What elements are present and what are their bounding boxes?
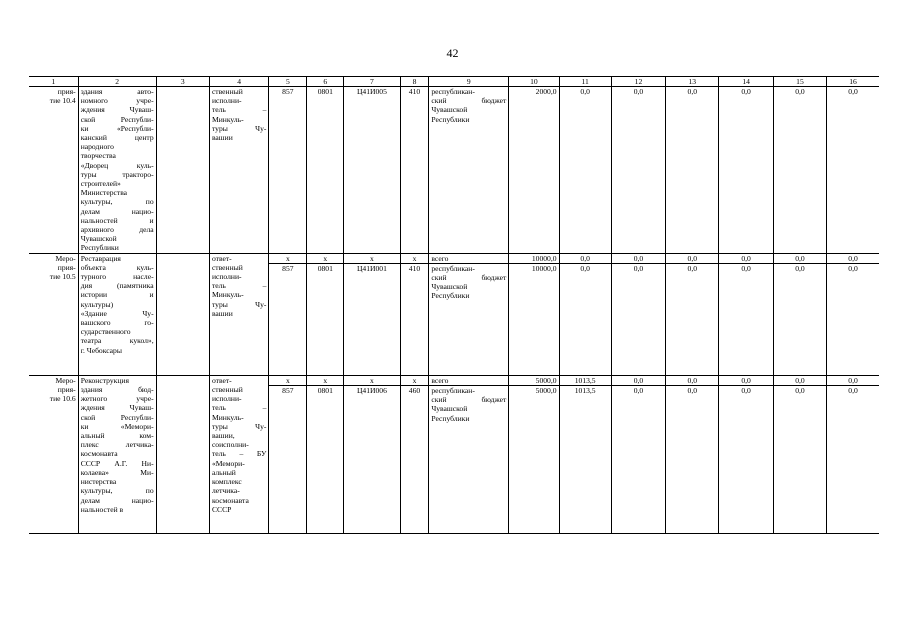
code-cell: 857: [269, 386, 307, 534]
expense-type-cell: 410: [400, 263, 429, 375]
measure-number-cell: Меро- прия- тие 10.5: [29, 253, 78, 375]
value-cell: 10000,0: [509, 253, 559, 263]
section-cell: 0801: [307, 263, 344, 375]
expense-type-cell: 460: [400, 386, 429, 534]
column-number-8: 8: [400, 77, 429, 87]
column-number-5: 5: [269, 77, 307, 87]
column-number-12: 12: [611, 77, 665, 87]
code-cell: 857: [269, 87, 307, 254]
budget-table: [29, 76, 879, 534]
column-number-10: 10: [509, 77, 559, 87]
expense-type-cell: 410: [400, 87, 429, 254]
value-cell: 5000,0: [509, 375, 559, 385]
executor-cell: ответ- ственный исполни- тель – Минкуль- туры Чу- вашии: [209, 253, 268, 375]
expense-type-cell: x: [400, 253, 429, 263]
executor-cell: ственный исполни- тель – Минкуль- туры Чу- вашии: [209, 87, 268, 254]
column-number-row: [29, 77, 879, 87]
measure-number-cell: прия- тие 10.4: [29, 87, 78, 254]
column-number-7: 7: [344, 77, 400, 87]
value-cell: 0,0: [666, 253, 719, 263]
value-cell: 10000,0: [509, 263, 559, 375]
value-cell: 0,0: [666, 386, 719, 534]
value-cell: 0,0: [666, 87, 719, 254]
target-article-cell: x: [344, 375, 400, 385]
column-number-13: 13: [666, 77, 719, 87]
column-number-4: 4: [209, 77, 268, 87]
value-cell: 5000,0: [509, 386, 559, 534]
value-cell: 0,0: [827, 386, 879, 534]
value-cell: 0,0: [611, 375, 665, 385]
value-cell: 0,0: [666, 263, 719, 375]
target-article-cell: Ц41И006: [344, 386, 400, 534]
measure-number-cell: Меро- прия- тие 10.6: [29, 375, 78, 533]
empty-cell: [156, 253, 209, 375]
value-cell: 0,0: [773, 253, 826, 263]
table-row: [29, 253, 879, 263]
empty-cell: [156, 375, 209, 533]
value-cell: 0,0: [827, 375, 879, 385]
code-cell: 857: [269, 263, 307, 375]
column-number-9: 9: [429, 77, 509, 87]
value-cell: 0,0: [559, 253, 611, 263]
value-cell: 0,0: [559, 263, 611, 375]
funding-source-cell: республикан- ский бюджет Чувашской Республики: [429, 386, 509, 534]
value-cell: 0,0: [559, 87, 611, 254]
target-article-cell: Ц41И005: [344, 87, 400, 254]
funding-source-cell: всего: [429, 253, 509, 263]
executor-cell: ответ- ственный исполни- тель – Минкуль- туры Чу- вашии, соисполни- тель – БУ «Мемори- альный комплекс летчика- космонавта СССР: [209, 375, 268, 533]
section-cell: 0801: [307, 87, 344, 254]
section-cell: x: [307, 375, 344, 385]
target-article-cell: Ц41И001: [344, 263, 400, 375]
table-row: [29, 375, 879, 385]
value-cell: 0,0: [611, 263, 665, 375]
value-cell: 0,0: [773, 263, 826, 375]
value-cell: 0,0: [611, 87, 665, 254]
section-cell: 0801: [307, 386, 344, 534]
value-cell: 1013,5: [559, 386, 611, 534]
measure-name-cell: здания авто- номного учре- ждения Чуваш- ской Республи- ки «Республи- канский центр народного творчества «Дворец куль- туры тракторо- строителей» Министерства культуры, по делам нацио- нальностей и архивного дела Чувашской Республики: [78, 87, 156, 254]
expense-type-cell: x: [400, 375, 429, 385]
column-number-3: 3: [156, 77, 209, 87]
value-cell: 0,0: [827, 253, 879, 263]
value-cell: 2000,0: [509, 87, 559, 254]
value-cell: 0,0: [773, 87, 826, 254]
column-number-2: 2: [78, 77, 156, 87]
table-row: [29, 87, 879, 254]
funding-source-cell: всего: [429, 375, 509, 385]
value-cell: 0,0: [773, 386, 826, 534]
measure-name-cell: Реконструкция здания бюд- жетного учре- ждения Чуваш- ской Республи- ки «Мемори- альный ком- плекс летчика- космонавта СССР А.Г. Ни- колаева» Ми- нистерства культуры, по делам нацио- нальностей в: [78, 375, 156, 533]
value-cell: 0,0: [719, 375, 773, 385]
value-cell: 0,0: [719, 386, 773, 534]
empty-cell: [156, 87, 209, 254]
column-number-1: 1: [29, 77, 78, 87]
section-cell: x: [307, 253, 344, 263]
value-cell: 0,0: [719, 263, 773, 375]
funding-source-cell: республикан- ский бюджет Чувашской Республики: [429, 263, 509, 375]
value-cell: 0,0: [666, 375, 719, 385]
column-number-14: 14: [719, 77, 773, 87]
code-cell: x: [269, 375, 307, 385]
value-cell: 0,0: [827, 263, 879, 375]
column-number-16: 16: [827, 77, 879, 87]
value-cell: 0,0: [827, 87, 879, 254]
code-cell: x: [269, 253, 307, 263]
value-cell: 0,0: [611, 253, 665, 263]
value-cell: 0,0: [773, 375, 826, 385]
value-cell: 0,0: [719, 87, 773, 254]
page-number: 42: [446, 46, 459, 60]
column-number-15: 15: [773, 77, 826, 87]
funding-source-cell: республикан- ский бюджет Чувашской Республики: [429, 87, 509, 254]
value-cell: 0,0: [611, 386, 665, 534]
target-article-cell: x: [344, 253, 400, 263]
value-cell: 1013,5: [559, 375, 611, 385]
column-number-11: 11: [559, 77, 611, 87]
column-number-6: 6: [307, 77, 344, 87]
value-cell: 0,0: [719, 253, 773, 263]
measure-name-cell: Реставрация объекта куль- турного насле- дия (памятника истории и культуры) «Здание Чу- вашского го- сударственного театра кукол», г. Чебоксары: [78, 253, 156, 375]
